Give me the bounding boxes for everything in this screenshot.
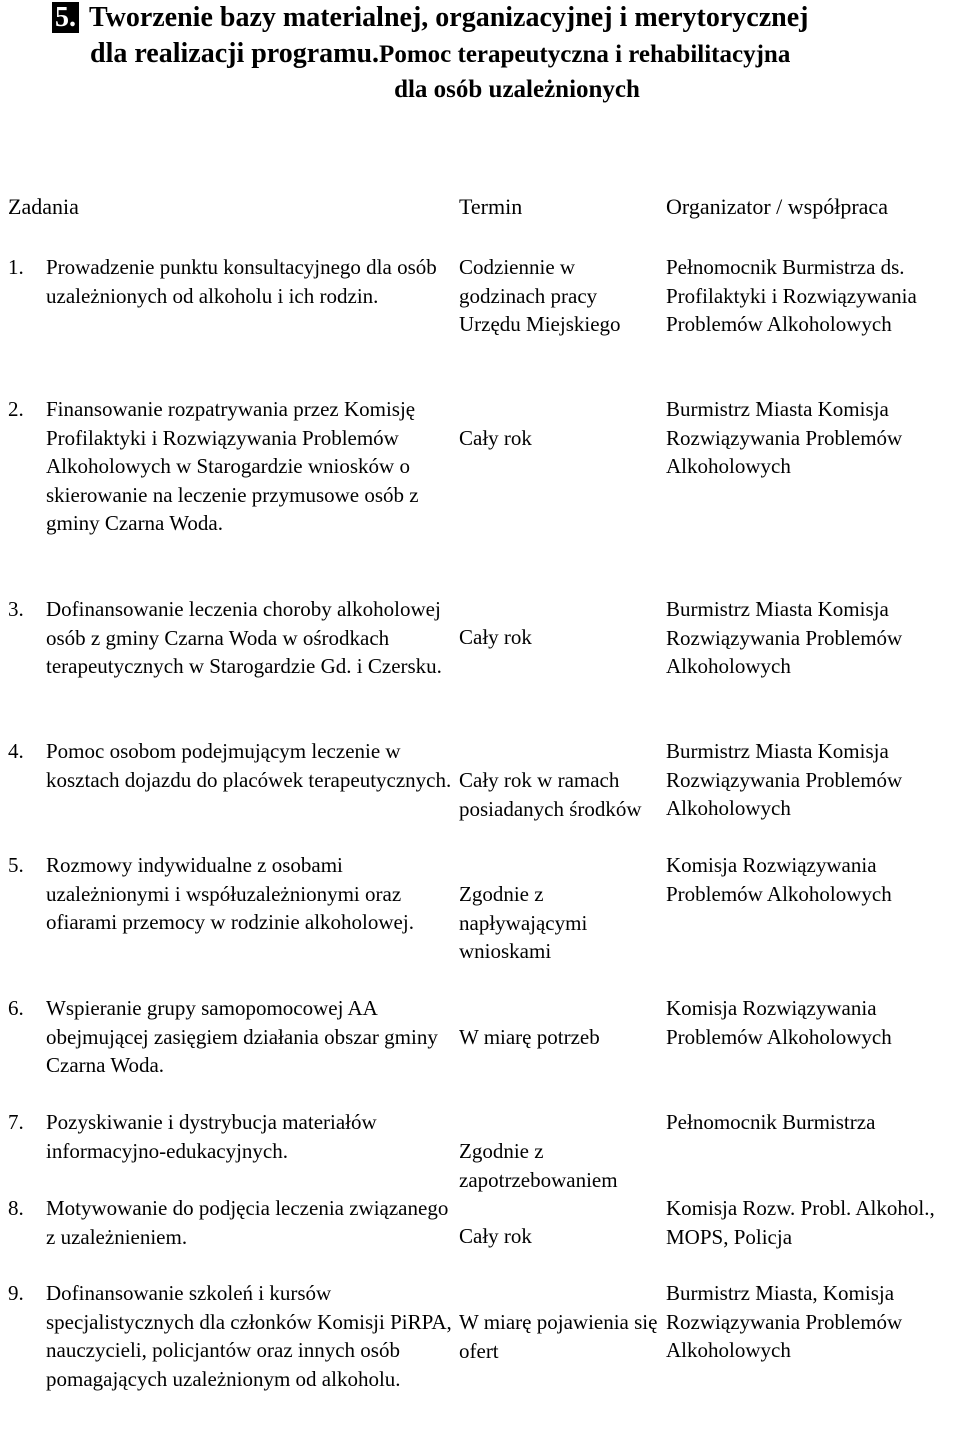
task-cell xyxy=(8,395,452,538)
organizer-cell: Pełnomocnik Burmistrza ds. Profilaktyki i Rozwiązywania Problemów Alkoholowych xyxy=(666,255,917,337)
column-header-term: Termin xyxy=(459,194,523,219)
task-number: 7. xyxy=(8,1110,24,1134)
task-text: Dofinansowanie szkoleń i kursów specjalistycznych dla członków Komisji PiRPA, nauczycieli, policjantów oraz innych osób pomagających uzależnionym od alkoholu. xyxy=(46,1281,452,1391)
task-number: 8. xyxy=(8,1196,24,1220)
section-subtitle: Pomoc terapeutyczna i rehabilitacyjna xyxy=(379,41,791,68)
section-title-line-1 xyxy=(52,2,808,34)
task-cell xyxy=(8,1194,452,1251)
organizer-cell: Komisja Rozw. Probl. Alkohol., MOPS, Policja xyxy=(666,1196,935,1249)
task-number: 6. xyxy=(8,996,24,1020)
task-cell xyxy=(8,851,452,937)
task-number: 3. xyxy=(8,597,24,621)
task-cell xyxy=(8,253,452,310)
section-title-line-3: dla osób uzależnionych xyxy=(394,76,640,103)
task-text: Prowadzenie punktu konsultacyjnego dla osób uzależnionych od alkoholu i ich rodzin. xyxy=(46,255,437,308)
organizer-cell: Burmistrz Miasta Komisja Rozwiązywania Problemów Alkoholowych xyxy=(666,597,903,679)
organizer-cell: Komisja Rozwiązywania Problemów Alkoholowych xyxy=(666,853,892,906)
term-cell: W miarę potrzeb xyxy=(459,1025,600,1049)
term-cell: Cały rok w ramach posiadanych środków xyxy=(459,768,642,821)
term-cell: Codziennie w godzinach pracy Urzędu Miejskiego xyxy=(459,255,621,337)
task-text: Pozyskiwanie i dystrybucja materiałów informacyjno-edukacyjnych. xyxy=(46,1110,377,1163)
column-header-tasks: Zadania xyxy=(8,194,79,219)
task-number: 2. xyxy=(8,397,24,421)
section-title-text: Tworzenie bazy materialnej, organizacyjnej i merytorycznej xyxy=(89,2,809,33)
task-cell xyxy=(8,737,452,794)
task-cell xyxy=(8,994,452,1080)
organizer-cell: Burmistrz Miasta, Komisja Rozwiązywania Problemów Alkoholowych xyxy=(666,1281,903,1363)
section-title-bold: dla realizacji programu. xyxy=(90,38,380,69)
task-number: 4. xyxy=(8,739,24,763)
organizer-cell: Komisja Rozwiązywania Problemów Alkoholowych xyxy=(666,996,892,1049)
organizer-cell: Pełnomocnik Burmistrza xyxy=(666,1110,876,1134)
task-cell xyxy=(8,1108,452,1165)
column-header-organizer: Organizator / współpraca xyxy=(666,194,888,219)
term-cell: Zgodnie z napływającymi wnioskami xyxy=(459,882,588,964)
task-text: Wspieranie grupy samopomocowej AA obejmującej zasięgiem działania obszar gminy Czarna Woda. xyxy=(46,996,438,1078)
section-number: 5. xyxy=(52,2,79,33)
organizer-cell: Burmistrz Miasta Komisja Rozwiązywania Problemów Alkoholowych xyxy=(666,739,903,821)
term-cell: Cały rok xyxy=(459,426,532,450)
term-cell: Cały rok xyxy=(459,625,532,649)
term-cell: W miarę pojawienia się ofert xyxy=(459,1310,658,1363)
term-cell: Zgodnie z zapotrzebowaniem xyxy=(459,1139,618,1192)
task-cell xyxy=(8,1279,452,1393)
task-number: 1. xyxy=(8,255,24,279)
task-number: 5. xyxy=(8,853,24,877)
task-cell xyxy=(8,595,452,681)
section-title-line-2 xyxy=(90,38,790,70)
task-number: 9. xyxy=(8,1281,24,1305)
task-text: Rozmowy indywidualne z osobami uzależnionymi i współuzależnionymi oraz ofiarami przemocy w rodzinie alkoholowej. xyxy=(46,853,414,935)
task-text: Motywowanie do podjęcia leczenia związanego z uzależnieniem. xyxy=(46,1196,449,1249)
task-text: Dofinansowanie leczenia choroby alkoholowej osób z gminy Czarna Woda w ośrodkach terapeutycznych w Starogardzie Gd. i Czersku. xyxy=(46,597,442,679)
organizer-cell: Burmistrz Miasta Komisja Rozwiązywania Problemów Alkoholowych xyxy=(666,397,903,479)
task-text: Finansowanie rozpatrywania przez Komisję Profilaktyki i Rozwiązywania Problemów Alkoholowych w Starogardzie wniosków o skierowanie na leczenie przymusowe osób z gminy Czarna Woda. xyxy=(46,397,419,536)
term-cell: Cały rok xyxy=(459,1224,532,1248)
task-text: Pomoc osobom podejmującym leczenie w kosztach dojazdu do placówek terapeutycznych. xyxy=(46,739,452,792)
